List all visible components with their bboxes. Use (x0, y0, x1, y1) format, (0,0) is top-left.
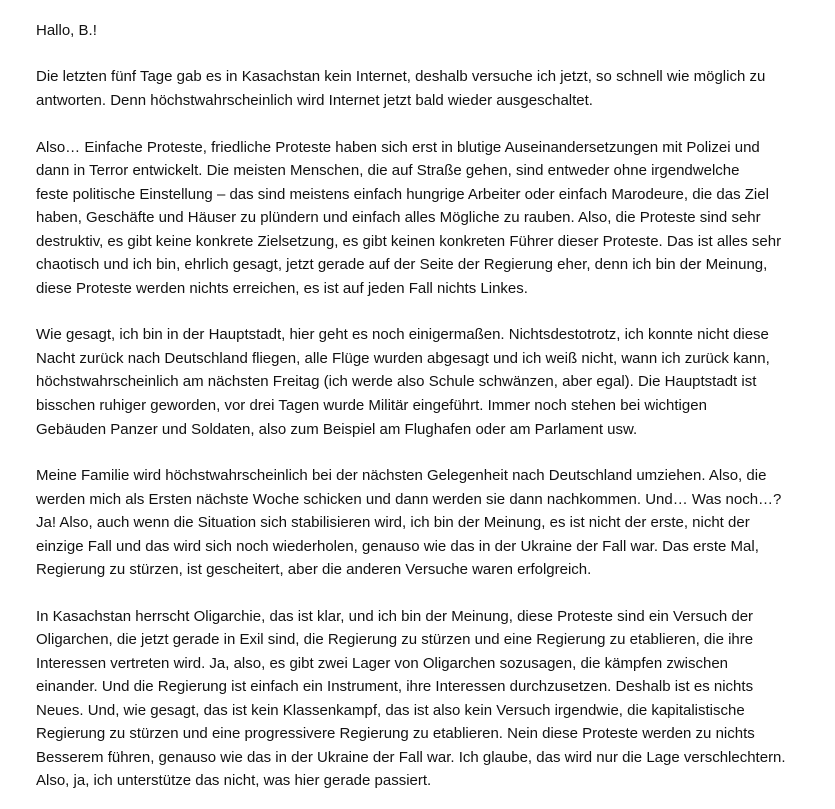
paragraph-5-line-7: Besserem führen, genauso wie das in der Ukraine der Fall war. Ich glaube, das wird nur die Lage verschlechtern. (36, 749, 786, 766)
paragraph-2-line-5: destruktiv, es gibt keine konkrete Zielsetzung, es gibt keinen konkreten Führer dieser Proteste. Das ist alles sehr (36, 233, 782, 250)
paragraph-3-line-2: Nacht zurück nach Deutschland fliegen, alle Flüge wurden abgesagt und ich weiß nicht, wann ich zurück kann, (36, 350, 770, 367)
paragraph-4-line-5: Regierung zu stürzen, ist gescheitert, aber die anderen Versuche waren erfolgreich. (36, 561, 592, 578)
paragraph-5-line-8: Also, ja, ich unterstütze das nicht, was hier gerade passiert. (36, 772, 432, 789)
paragraph-5-line-2: Oligarchen, die jetzt gerade in Exil sind, die Regierung zu stürzen und eine Regierung zu etablieren, die ihre (36, 631, 754, 648)
paragraph-4-line-1: Meine Familie wird höchstwahrscheinlich bei der nächsten Gelegenheit nach Deutschland umziehen. Also, die (36, 467, 767, 484)
paragraph-1-line-2: antworten. Denn höchstwahrscheinlich wird Internet jetzt bald wieder ausgeschaltet. (36, 92, 593, 109)
greeting: Hallo, B.! (36, 22, 97, 39)
paragraph-4-line-3: Ja! Also, auch wenn die Situation sich stabilisieren wird, ich bin der Meinung, es ist nicht der erste, nicht der (36, 514, 750, 531)
paragraph-3-line-1: Wie gesagt, ich bin in der Hauptstadt, hier geht es noch einigermaßen. Nichtsdestotrotz, ich konnte nicht diese (36, 326, 769, 343)
paragraph-5-line-6: Regierung zu stürzen und eine progressivere Regierung zu etablieren. Nein diese Proteste werden zu nichts (36, 725, 755, 742)
paragraph-5-line-3: Interessen vertreten wird. Ja, also, es gibt zwei Lager von Oligarchen sozusagen, die kämpfen zwischen (36, 655, 729, 672)
paragraph-3-line-5: Gebäuden Panzer und Soldaten, also zum Beispiel am Flughafen oder am Parlament usw. (36, 421, 638, 438)
paragraph-4-line-4: einzige Fall und das wird sich noch wiederholen, genauso wie das in der Ukraine der Fall war. Das erste Mal, (36, 538, 759, 555)
paragraph-2-line-3: feste politische Einstellung – das sind meistens einfach hungrige Arbeiter oder einfach Marodeure, die das Ziel (36, 186, 769, 203)
paragraph-2-line-6: chaotisch und ich bin, ehrlich gesagt, jetzt gerade auf der Seite der Regierung eher, denn ich bin der Meinung, (36, 256, 768, 273)
paragraph-3-line-4: bisschen ruhiger geworden, vor drei Tagen wurde Militär eingeführt. Immer noch stehen bei wichtigen (36, 397, 707, 414)
paragraph-2-line-2: dann in Terror entwickelt. Die meisten Menschen, die auf Straße gehen, sind entweder ohne irgendwelche (36, 162, 740, 179)
paragraph-5-line-1: In Kasachstan herrscht Oligarchie, das ist klar, und ich bin der Meinung, diese Proteste sind ein Versuch der (36, 608, 754, 625)
paragraph-5-line-5: Neues. Und, wie gesagt, das ist kein Klassenkampf, das ist also kein Versuch irgendwie, die kapitalistische (36, 702, 745, 719)
paragraph-1-line-1: Die letzten fünf Tage gab es in Kasachstan kein Internet, deshalb versuche ich jetzt, so schnell wie möglich zu (36, 68, 766, 85)
paragraph-2-line-4: haben, Geschäfte und Häuser zu plündern und einfach alles Mögliche zu rauben. Also, die Proteste sind sehr (36, 209, 761, 226)
paragraph-2-line-7: diese Proteste werden nichts erreichen, es ist auf jeden Fall nichts Linkes. (36, 280, 528, 297)
paragraph-2-line-1: Also… Einfache Proteste, friedliche Proteste haben sich erst in blutige Auseinandersetzungen mit Polizei und (36, 139, 760, 156)
paragraph-5-line-4: einander. Und die Regierung ist einfach ein Instrument, ihre Interessen durchzusetzen. Deshalb ist es nichts (36, 678, 754, 695)
paragraph-4-line-2: werden mich als Ersten nächste Woche schicken und dann werden sie dann nachkommen. Und… Was noch…? (36, 491, 782, 508)
paragraph-3-line-3: höchstwahrscheinlich am nächsten Freitag (ich werde also Schule schwänzen, aber egal). Die Hauptstadt ist (36, 373, 757, 390)
